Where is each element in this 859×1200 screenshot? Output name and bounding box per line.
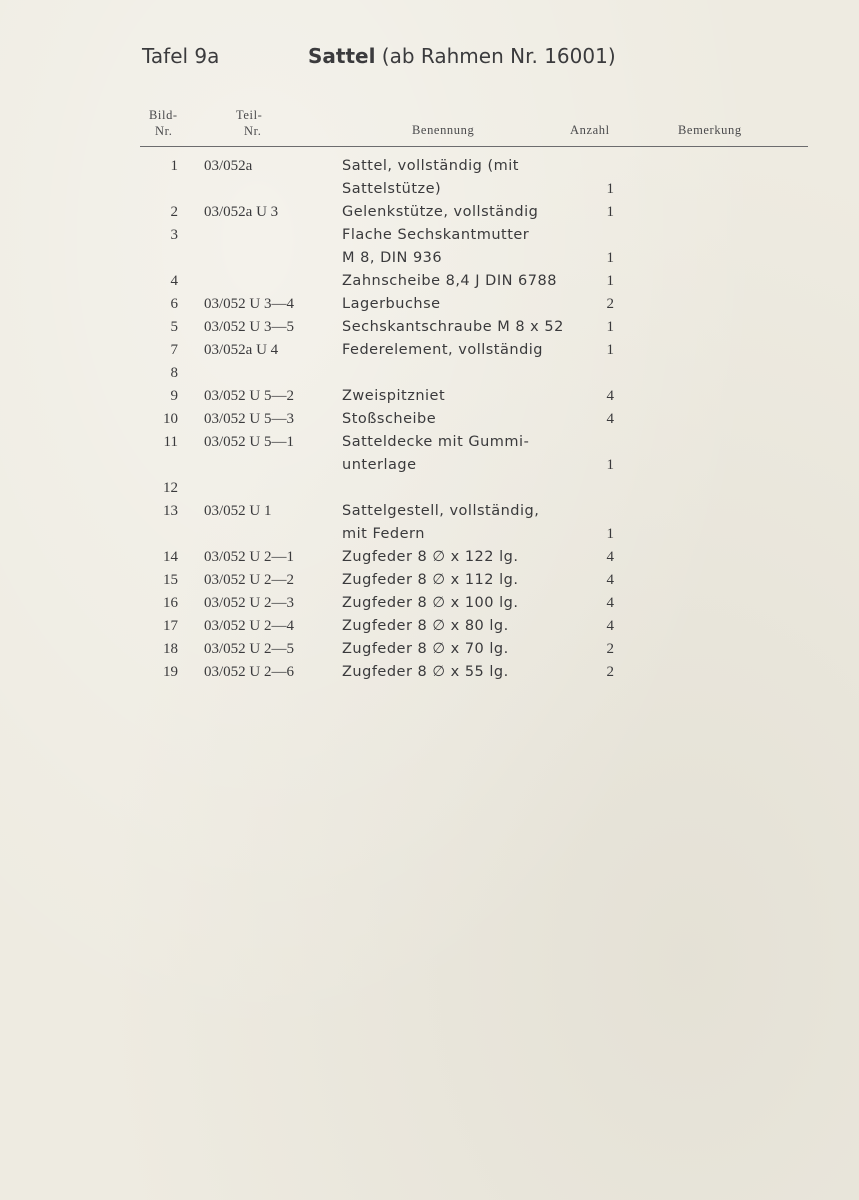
- bild-nr-cell: 15: [163, 572, 178, 588]
- bild-nr-cell: 3: [170, 227, 178, 243]
- table-row: [0, 155, 859, 178]
- column-header-bild: [149, 107, 178, 139]
- benennung-cell: Sattel, vollständig (mit: [342, 158, 519, 174]
- anzahl-cell: 2: [606, 641, 614, 657]
- teil-nr-cell: 03/052 U 2—2: [204, 572, 294, 588]
- bild-nr-cell: 1: [170, 158, 178, 174]
- table-row: [0, 247, 859, 270]
- table-row: [0, 201, 859, 224]
- benennung-cell: Flache Sechskantmutter: [342, 227, 530, 243]
- anzahl-cell: 1: [606, 181, 614, 197]
- title-main: Sattel: [308, 44, 376, 68]
- table-row: [0, 546, 859, 569]
- benennung-cell: Gelenkstütze, vollständig: [342, 204, 539, 220]
- bild-nr-cell: 4: [170, 273, 178, 289]
- benennung-cell: Stoßscheibe: [342, 411, 437, 427]
- bild-nr-cell: 5: [170, 319, 178, 335]
- teil-nr-cell: 03/052 U 1: [204, 503, 272, 519]
- column-header-bild-line1: Bild-: [149, 108, 178, 122]
- header-rule: [140, 146, 808, 147]
- benennung-cell: Zugfeder 8 ∅ x 70 lg.: [342, 641, 509, 657]
- teil-nr-cell: 03/052a: [204, 158, 253, 174]
- bild-nr-cell: 8: [170, 365, 178, 381]
- anzahl-cell: 4: [606, 618, 614, 634]
- table-row: [0, 385, 859, 408]
- teil-nr-cell: 03/052 U 3—4: [204, 296, 294, 312]
- bild-nr-cell: 16: [163, 595, 178, 611]
- anzahl-cell: 4: [606, 549, 614, 565]
- bild-nr-cell: 6: [170, 296, 178, 312]
- teil-nr-cell: 03/052 U 5—2: [204, 388, 294, 404]
- benennung-cell: unterlage: [342, 457, 417, 473]
- bild-nr-cell: 13: [163, 503, 178, 519]
- teil-nr-cell: 03/052 U 5—1: [204, 434, 294, 450]
- benennung-cell: Federelement, vollständig: [342, 342, 544, 358]
- anzahl-cell: 1: [606, 250, 614, 266]
- anzahl-cell: 1: [606, 319, 614, 335]
- table-row: [0, 477, 859, 500]
- table-row: [0, 362, 859, 385]
- table-row: [0, 615, 859, 638]
- anzahl-cell: 4: [606, 595, 614, 611]
- bild-nr-cell: 9: [170, 388, 178, 404]
- teil-nr-cell: 03/052 U 5—3: [204, 411, 294, 427]
- teil-nr-cell: 03/052 U 2—4: [204, 618, 294, 634]
- benennung-cell: Zugfeder 8 ∅ x 122 lg.: [342, 549, 519, 565]
- column-header-teil: [236, 107, 262, 139]
- benennung-cell: Zugfeder 8 ∅ x 80 lg.: [342, 618, 509, 634]
- anzahl-cell: 1: [606, 457, 614, 473]
- bild-nr-cell: 10: [163, 411, 178, 427]
- benennung-cell: M 8, DIN 936: [342, 250, 443, 266]
- benennung-cell: Zahnscheibe 8,4 J DIN 6788: [342, 273, 557, 289]
- table-row: [0, 592, 859, 615]
- table-row: [0, 454, 859, 477]
- table-row: [0, 638, 859, 661]
- column-header-teil-line2: Nr.: [244, 124, 262, 138]
- teil-nr-cell: 03/052a U 4: [204, 342, 279, 358]
- anzahl-cell: 1: [606, 526, 614, 542]
- anzahl-cell: 4: [606, 411, 614, 427]
- bild-nr-cell: 19: [163, 664, 178, 680]
- bild-nr-cell: 18: [163, 641, 178, 657]
- bild-nr-cell: 17: [163, 618, 178, 634]
- benennung-cell: Zweispitzniet: [342, 388, 446, 404]
- bild-nr-cell: 7: [170, 342, 178, 358]
- table-row: [0, 500, 859, 523]
- benennung-cell: Zugfeder 8 ∅ x 100 lg.: [342, 595, 519, 611]
- table-row: [0, 270, 859, 293]
- teil-nr-cell: 03/052a U 3: [204, 204, 279, 220]
- teil-nr-cell: 03/052 U 2—3: [204, 595, 294, 611]
- benennung-cell: Lagerbuchse: [342, 296, 441, 312]
- anzahl-cell: 4: [606, 572, 614, 588]
- table-row: [0, 339, 859, 362]
- page-title: [308, 44, 616, 68]
- table-row: [0, 224, 859, 247]
- column-header-bild-line2: Nr.: [155, 124, 173, 138]
- teil-nr-cell: 03/052 U 2—5: [204, 641, 294, 657]
- benennung-cell: Zugfeder 8 ∅ x 55 lg.: [342, 664, 509, 680]
- column-header-bemerkung: Bemerkung: [678, 123, 742, 137]
- benennung-cell: Sattelgestell, vollständig,: [342, 503, 540, 519]
- column-header-anzahl: Anzahl: [570, 123, 610, 137]
- bild-nr-cell: 11: [163, 434, 178, 450]
- benennung-cell: Sechskantschraube M 8 x 52: [342, 319, 564, 335]
- benennung-cell: mit Federn: [342, 526, 425, 542]
- anzahl-cell: 1: [606, 204, 614, 220]
- benennung-cell: Sattelstütze): [342, 181, 442, 197]
- parts-table: [0, 155, 859, 684]
- table-row: [0, 408, 859, 431]
- table-row: [0, 523, 859, 546]
- teil-nr-cell: 03/052 U 2—1: [204, 549, 294, 565]
- teil-nr-cell: 03/052 U 2—6: [204, 664, 294, 680]
- benennung-cell: Zugfeder 8 ∅ x 112 lg.: [342, 572, 519, 588]
- table-row: [0, 316, 859, 339]
- anzahl-cell: 2: [606, 664, 614, 680]
- anzahl-cell: 2: [606, 296, 614, 312]
- bild-nr-cell: 2: [170, 204, 178, 220]
- table-row: [0, 178, 859, 201]
- anzahl-cell: 4: [606, 388, 614, 404]
- teil-nr-cell: 03/052 U 3—5: [204, 319, 294, 335]
- table-row: [0, 293, 859, 316]
- bild-nr-cell: 12: [163, 480, 178, 496]
- anzahl-cell: 1: [606, 342, 614, 358]
- table-row: [0, 431, 859, 454]
- table-row: [0, 569, 859, 592]
- benennung-cell: Satteldecke mit Gummi-: [342, 434, 530, 450]
- table-row: [0, 661, 859, 684]
- bild-nr-cell: 14: [163, 549, 178, 565]
- column-header-benennung: Benennung: [412, 123, 475, 137]
- title-qualifier: (ab Rahmen Nr. 16001): [375, 44, 616, 68]
- anzahl-cell: 1: [606, 273, 614, 289]
- column-header-teil-line1: Teil-: [236, 108, 263, 122]
- plate-number: Tafel 9a: [142, 44, 220, 68]
